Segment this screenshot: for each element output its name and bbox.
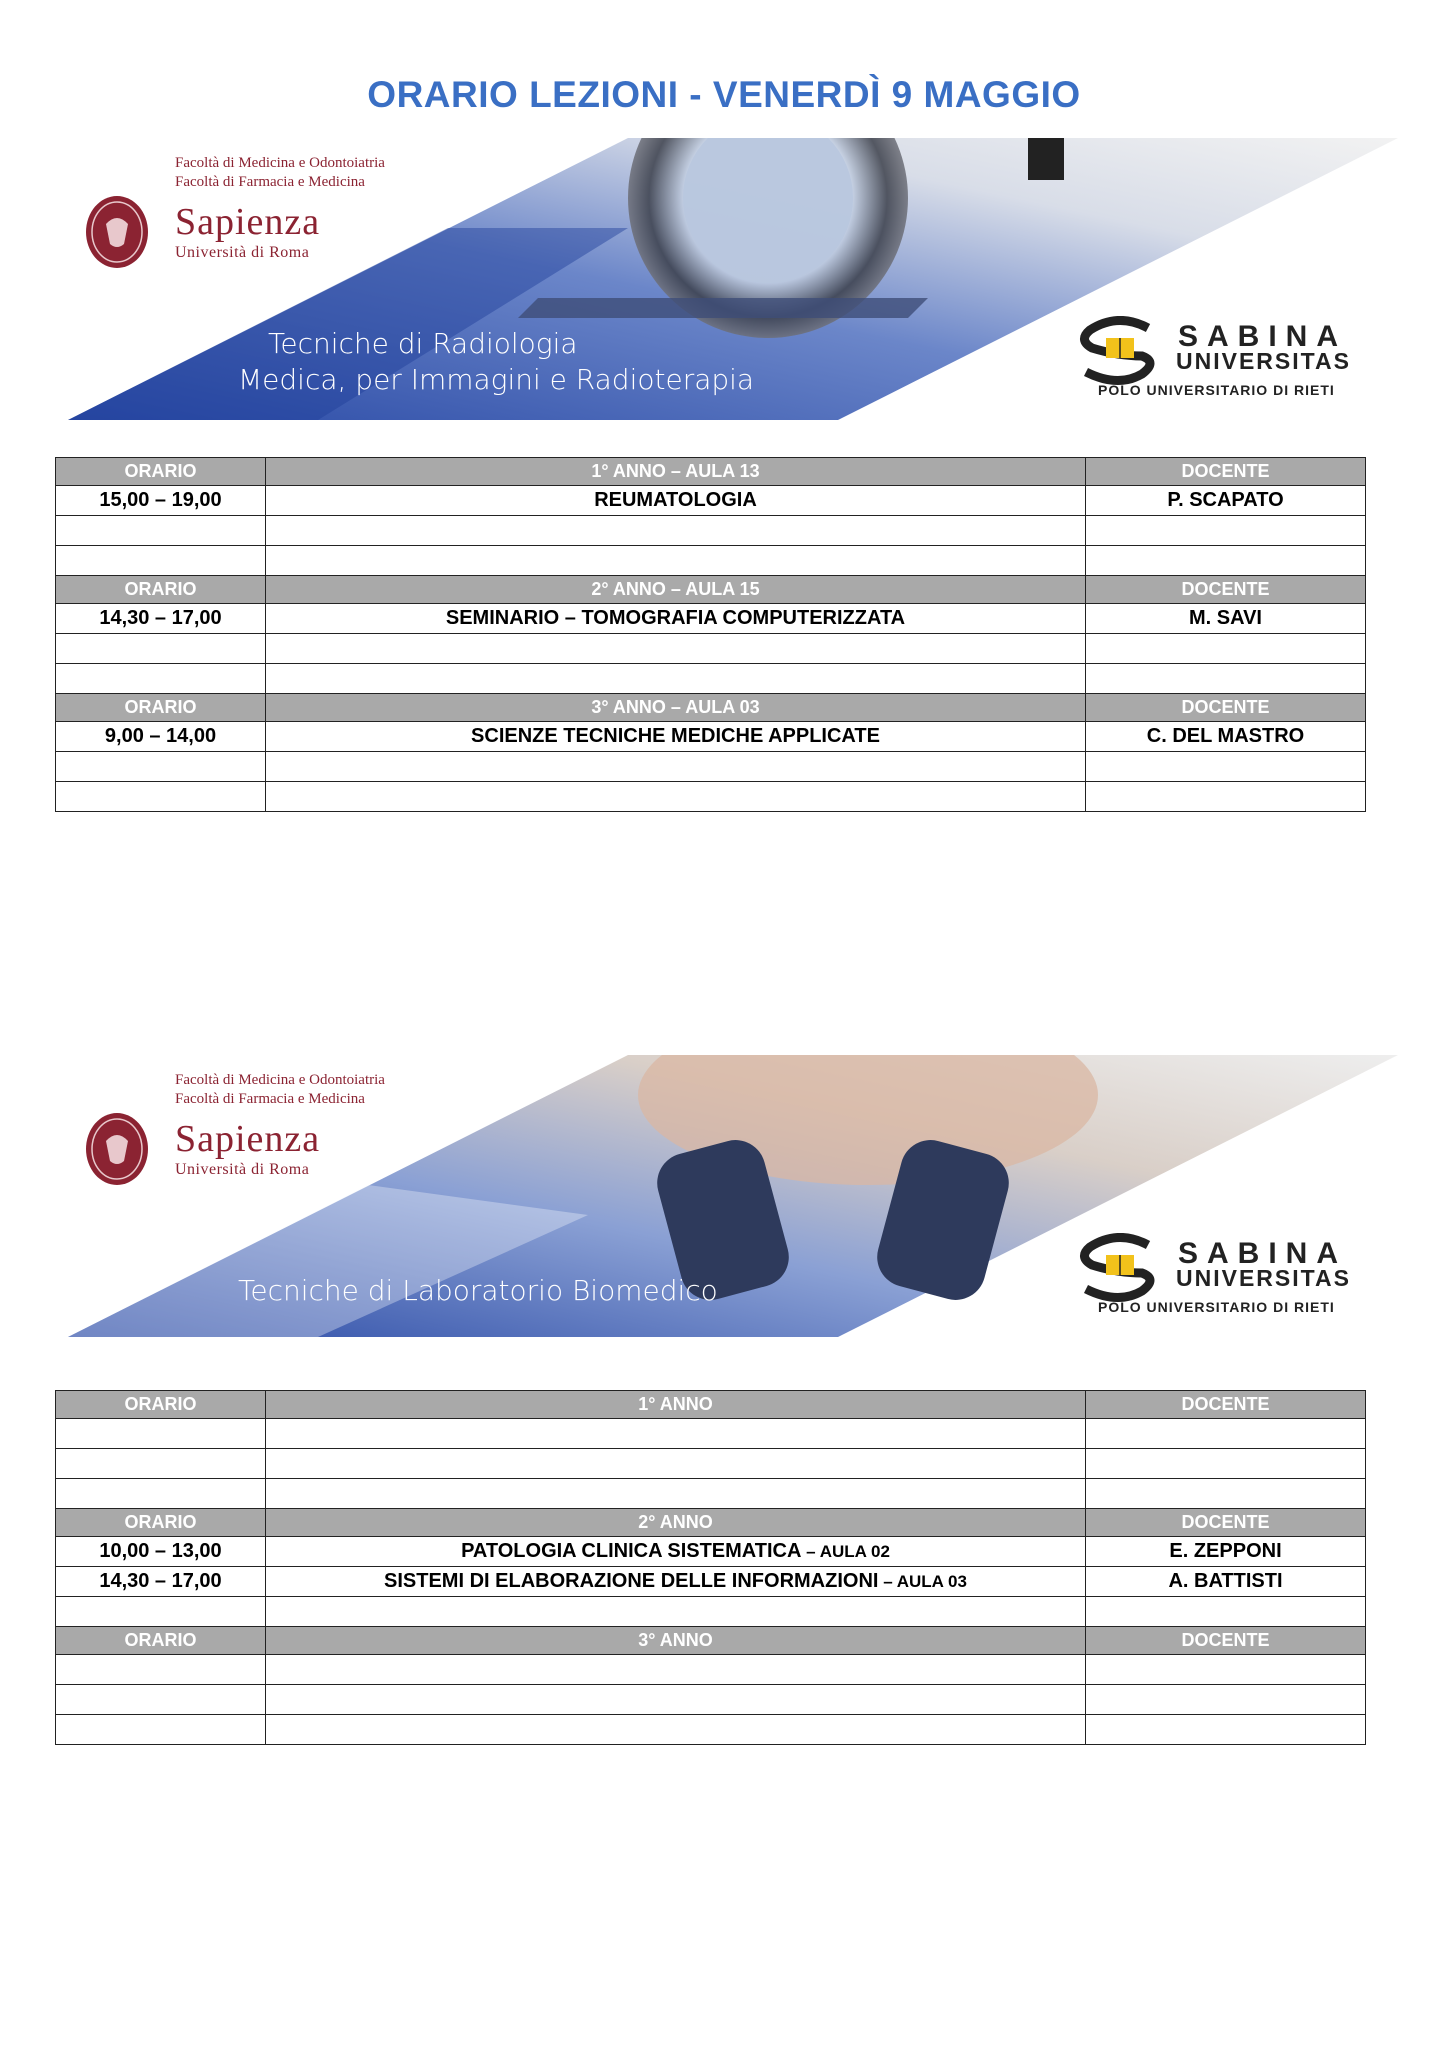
table-row <box>56 1715 1366 1745</box>
cell-materia <box>266 752 1086 782</box>
cell-orario <box>56 1655 266 1685</box>
sabina-logo-icon <box>1078 1233 1158 1303</box>
cell-materia <box>266 1449 1086 1479</box>
header-docente: DOCENTE <box>1086 694 1366 722</box>
schedule-table-radiologia <box>55 457 1366 812</box>
section-header-row <box>56 576 1366 604</box>
header-anno: 3° ANNO – AULA 03 <box>266 694 1086 722</box>
table-row <box>56 1567 1366 1597</box>
cell-docente: E. ZEPPONI <box>1086 1537 1366 1567</box>
cell-orario <box>56 1685 266 1715</box>
header-orario: ORARIO <box>56 458 266 486</box>
header-orario: ORARIO <box>56 1391 266 1419</box>
header-orario: ORARIO <box>56 576 266 604</box>
faculty-line-2: Facoltà di Farmacia e Medicina <box>175 174 365 190</box>
table-row <box>56 1449 1366 1479</box>
header-anno: 2° ANNO <box>266 1509 1086 1537</box>
cell-docente <box>1086 1655 1366 1685</box>
cell-orario: 15,00 – 19,00 <box>56 486 266 516</box>
table-row <box>56 1479 1366 1509</box>
cell-materia <box>266 1567 1086 1597</box>
sapienza-name: Sapienza <box>175 1118 321 1160</box>
cell-materia <box>266 1715 1086 1745</box>
cell-orario <box>56 634 266 664</box>
header-orario: ORARIO <box>56 1509 266 1537</box>
cell-orario <box>56 546 266 576</box>
aula-label: – AULA 02 <box>801 1542 890 1561</box>
sabina-logo-icon <box>1078 316 1158 386</box>
table-row <box>56 722 1366 752</box>
sapienza-name: Sapienza <box>175 201 321 243</box>
cell-orario: 14,30 – 17,00 <box>56 1567 266 1597</box>
course-line-1: Tecniche di Radiologia <box>268 327 578 360</box>
table-row <box>56 664 1366 694</box>
table-row <box>56 1537 1366 1567</box>
sapienza-sub: Università di Roma <box>175 1161 310 1178</box>
header-docente: DOCENTE <box>1086 1391 1366 1419</box>
header-docente: DOCENTE <box>1086 1509 1366 1537</box>
cell-docente: P. SCAPATO <box>1086 486 1366 516</box>
section-header-row <box>56 1509 1366 1537</box>
section-header-row <box>56 1391 1366 1419</box>
table-row <box>56 634 1366 664</box>
cell-materia: SEMINARIO – TOMOGRAFIA COMPUTERIZZATA <box>266 604 1086 634</box>
materia-name: PATOLOGIA CLINICA SISTEMATICA <box>461 1540 802 1562</box>
header-anno: 1° ANNO – AULA 13 <box>266 458 1086 486</box>
section-header-row <box>56 1627 1366 1655</box>
cell-docente: M. SAVI <box>1086 604 1366 634</box>
table-row <box>56 486 1366 516</box>
sabina-universitas: UNIVERSITAS <box>1176 348 1351 374</box>
cell-materia <box>266 1655 1086 1685</box>
cell-orario <box>56 1449 266 1479</box>
header-orario: ORARIO <box>56 694 266 722</box>
cell-materia <box>266 634 1086 664</box>
cell-docente <box>1086 1479 1366 1509</box>
cell-orario <box>56 664 266 694</box>
cell-orario <box>56 1419 266 1449</box>
cell-orario <box>56 516 266 546</box>
table-row <box>56 782 1366 812</box>
cell-docente <box>1086 634 1366 664</box>
cell-docente <box>1086 546 1366 576</box>
cell-materia <box>266 1685 1086 1715</box>
header-anno: 2° ANNO – AULA 15 <box>266 576 1086 604</box>
aula-label: – AULA 03 <box>878 1572 967 1591</box>
sabina-name: SABINA <box>1178 1237 1348 1270</box>
cell-orario <box>56 1597 266 1627</box>
table-row <box>56 546 1366 576</box>
table-row <box>56 1685 1366 1715</box>
cell-materia <box>266 782 1086 812</box>
course-line-1: Tecniche di Laboratorio Biomedico <box>238 1274 718 1307</box>
cell-docente <box>1086 1419 1366 1449</box>
cell-materia <box>266 1419 1086 1449</box>
cell-materia: REUMATOLOGIA <box>266 486 1086 516</box>
section-header-row <box>56 694 1366 722</box>
polo-rieti: POLO UNIVERSITARIO DI RIETI <box>1098 382 1335 398</box>
cell-docente <box>1086 1685 1366 1715</box>
materia-name: SISTEMI DI ELABORAZIONE DELLE INFORMAZIONI <box>384 1570 879 1592</box>
cell-materia <box>266 546 1086 576</box>
cell-docente <box>1086 516 1366 546</box>
cell-orario: 10,00 – 13,00 <box>56 1537 266 1567</box>
page-title: ORARIO LEZIONI - VENERDÌ 9 MAGGIO <box>367 74 1081 115</box>
cell-orario <box>56 752 266 782</box>
cell-docente <box>1086 752 1366 782</box>
sapienza-sub: Università di Roma <box>175 244 310 261</box>
cell-materia: SCIENZE TECNICHE MEDICHE APPLICATE <box>266 722 1086 752</box>
sabina-universitas: UNIVERSITAS <box>1176 1265 1351 1291</box>
header-anno: 3° ANNO <box>266 1627 1086 1655</box>
faculty-line-2: Facoltà di Farmacia e Medicina <box>175 1091 365 1107</box>
sapienza-seal-icon <box>84 1111 150 1187</box>
header-docente: DOCENTE <box>1086 458 1366 486</box>
cell-orario: 14,30 – 17,00 <box>56 604 266 634</box>
table-row <box>56 1597 1366 1627</box>
cell-docente <box>1086 664 1366 694</box>
table-row <box>56 1655 1366 1685</box>
cell-materia <box>266 1597 1086 1627</box>
cell-orario: 9,00 – 14,00 <box>56 722 266 752</box>
cell-materia <box>266 664 1086 694</box>
cell-materia <box>266 1537 1086 1567</box>
cell-orario <box>56 1479 266 1509</box>
cell-docente: C. DEL MASTRO <box>1086 722 1366 752</box>
cell-docente: A. BATTISTI <box>1086 1567 1366 1597</box>
faculty-line-1: Facoltà di Medicina e Odontoiatria <box>175 155 385 171</box>
header-orario: ORARIO <box>56 1627 266 1655</box>
table-row <box>56 604 1366 634</box>
sabina-name: SABINA <box>1178 320 1348 353</box>
course-line-2: Medica, per Immagini e Radioterapia <box>238 363 755 396</box>
header-anno: 1° ANNO <box>266 1391 1086 1419</box>
header-docente: DOCENTE <box>1086 576 1366 604</box>
table-row <box>56 752 1366 782</box>
cell-orario <box>56 1715 266 1745</box>
cell-docente <box>1086 1715 1366 1745</box>
table-row <box>56 516 1366 546</box>
cell-orario <box>56 782 266 812</box>
section-header-row <box>56 458 1366 486</box>
cell-materia <box>266 1479 1086 1509</box>
banner-radiologia <box>68 138 1398 420</box>
sapienza-seal-icon <box>84 194 150 270</box>
cell-docente <box>1086 1449 1366 1479</box>
cell-docente <box>1086 782 1366 812</box>
schedule-table-laboratorio <box>55 1390 1366 1745</box>
header-docente: DOCENTE <box>1086 1627 1366 1655</box>
cell-materia <box>266 516 1086 546</box>
banner-laboratorio <box>68 1055 1398 1337</box>
polo-rieti: POLO UNIVERSITARIO DI RIETI <box>1098 1299 1335 1315</box>
cell-docente <box>1086 1597 1366 1627</box>
faculty-line-1: Facoltà di Medicina e Odontoiatria <box>175 1072 385 1088</box>
table-row <box>56 1419 1366 1449</box>
